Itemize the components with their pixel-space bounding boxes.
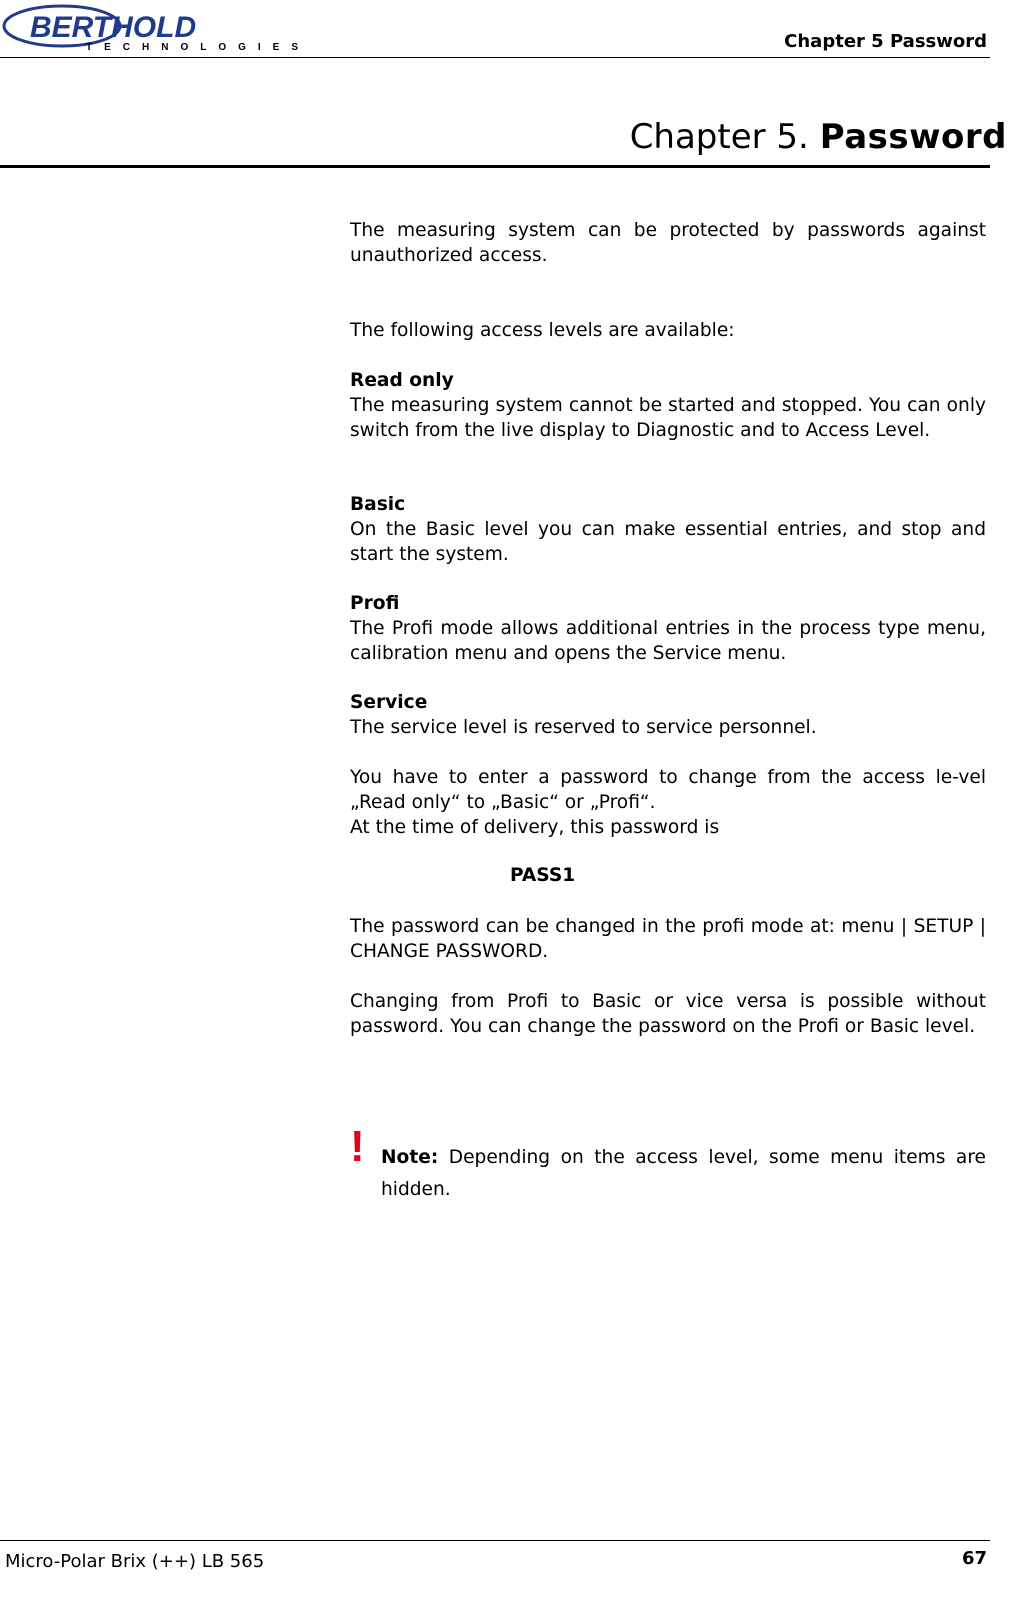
logo-subtext: TECHNOLOGIES xyxy=(86,42,302,52)
level-description: On the Basic level you can make essential entries, and stop and start the system. xyxy=(350,519,986,565)
level-name: Basic xyxy=(350,494,406,515)
running-header-title: Chapter 5 Password xyxy=(784,31,987,52)
berthold-logo xyxy=(2,4,302,52)
level-description: The measuring system cannot be started and stopped. You can only switch from the live display to Diagnostic and to Access Level. xyxy=(350,395,986,441)
switch-level-text: Changing from Profi to Basic or vice versa is possible without password. You can change the password on the Profi or Basic level. xyxy=(350,991,986,1037)
chapter-name: Password xyxy=(819,117,1007,157)
chapter-heading xyxy=(630,117,1007,157)
change-password-paragraph xyxy=(350,914,986,964)
note-label: Note: xyxy=(381,1147,439,1168)
logo-wordmark: BERTHOLD xyxy=(30,11,197,44)
level-read-only xyxy=(350,368,986,443)
levels-intro-paragraph xyxy=(350,318,986,343)
level-profi xyxy=(350,591,986,666)
levels-intro-text: The following access levels are available: xyxy=(350,320,735,341)
level-basic xyxy=(350,492,986,567)
intro-paragraph xyxy=(350,218,986,268)
level-description: The service level is reserved to service personnel. xyxy=(350,717,817,738)
level-name: Service xyxy=(350,692,428,713)
note-text xyxy=(381,1142,986,1206)
page-footer xyxy=(0,1540,990,1572)
footer-product: Micro-Polar Brix (++) LB 565 xyxy=(5,1551,265,1572)
level-service xyxy=(350,690,986,740)
level-name: Profi xyxy=(350,593,400,614)
delivery-password-text: At the time of delivery, this password is xyxy=(350,817,720,838)
page-number: 67 xyxy=(961,1548,987,1569)
default-password: PASS1 xyxy=(510,865,576,886)
note-body: Depending on the access level, some menu items are hidden. xyxy=(381,1147,986,1200)
berthold-logo-graphic xyxy=(2,4,302,52)
switch-level-paragraph xyxy=(350,989,986,1039)
chapter-rule xyxy=(0,165,990,168)
intro-text: The measuring system can be protected by passwords against unauthorized access. xyxy=(350,220,986,266)
chapter-prefix: Chapter 5. xyxy=(629,117,820,157)
level-name: Read only xyxy=(350,370,454,391)
change-password-text: The password can be changed in the profi mode at: menu | SETUP | CHANGE PASSWORD. xyxy=(350,916,986,962)
exclamation-icon: ! xyxy=(350,1122,365,1171)
password-info-paragraph xyxy=(350,765,986,840)
password-info-text: You have to enter a password to change from the access le-vel „Read only“ to „Basic“ or „Profi“. xyxy=(350,767,986,813)
level-description: The Profi mode allows additional entries in the process type menu, calibration menu and opens the Service menu. xyxy=(350,618,986,664)
page-header xyxy=(0,0,990,58)
